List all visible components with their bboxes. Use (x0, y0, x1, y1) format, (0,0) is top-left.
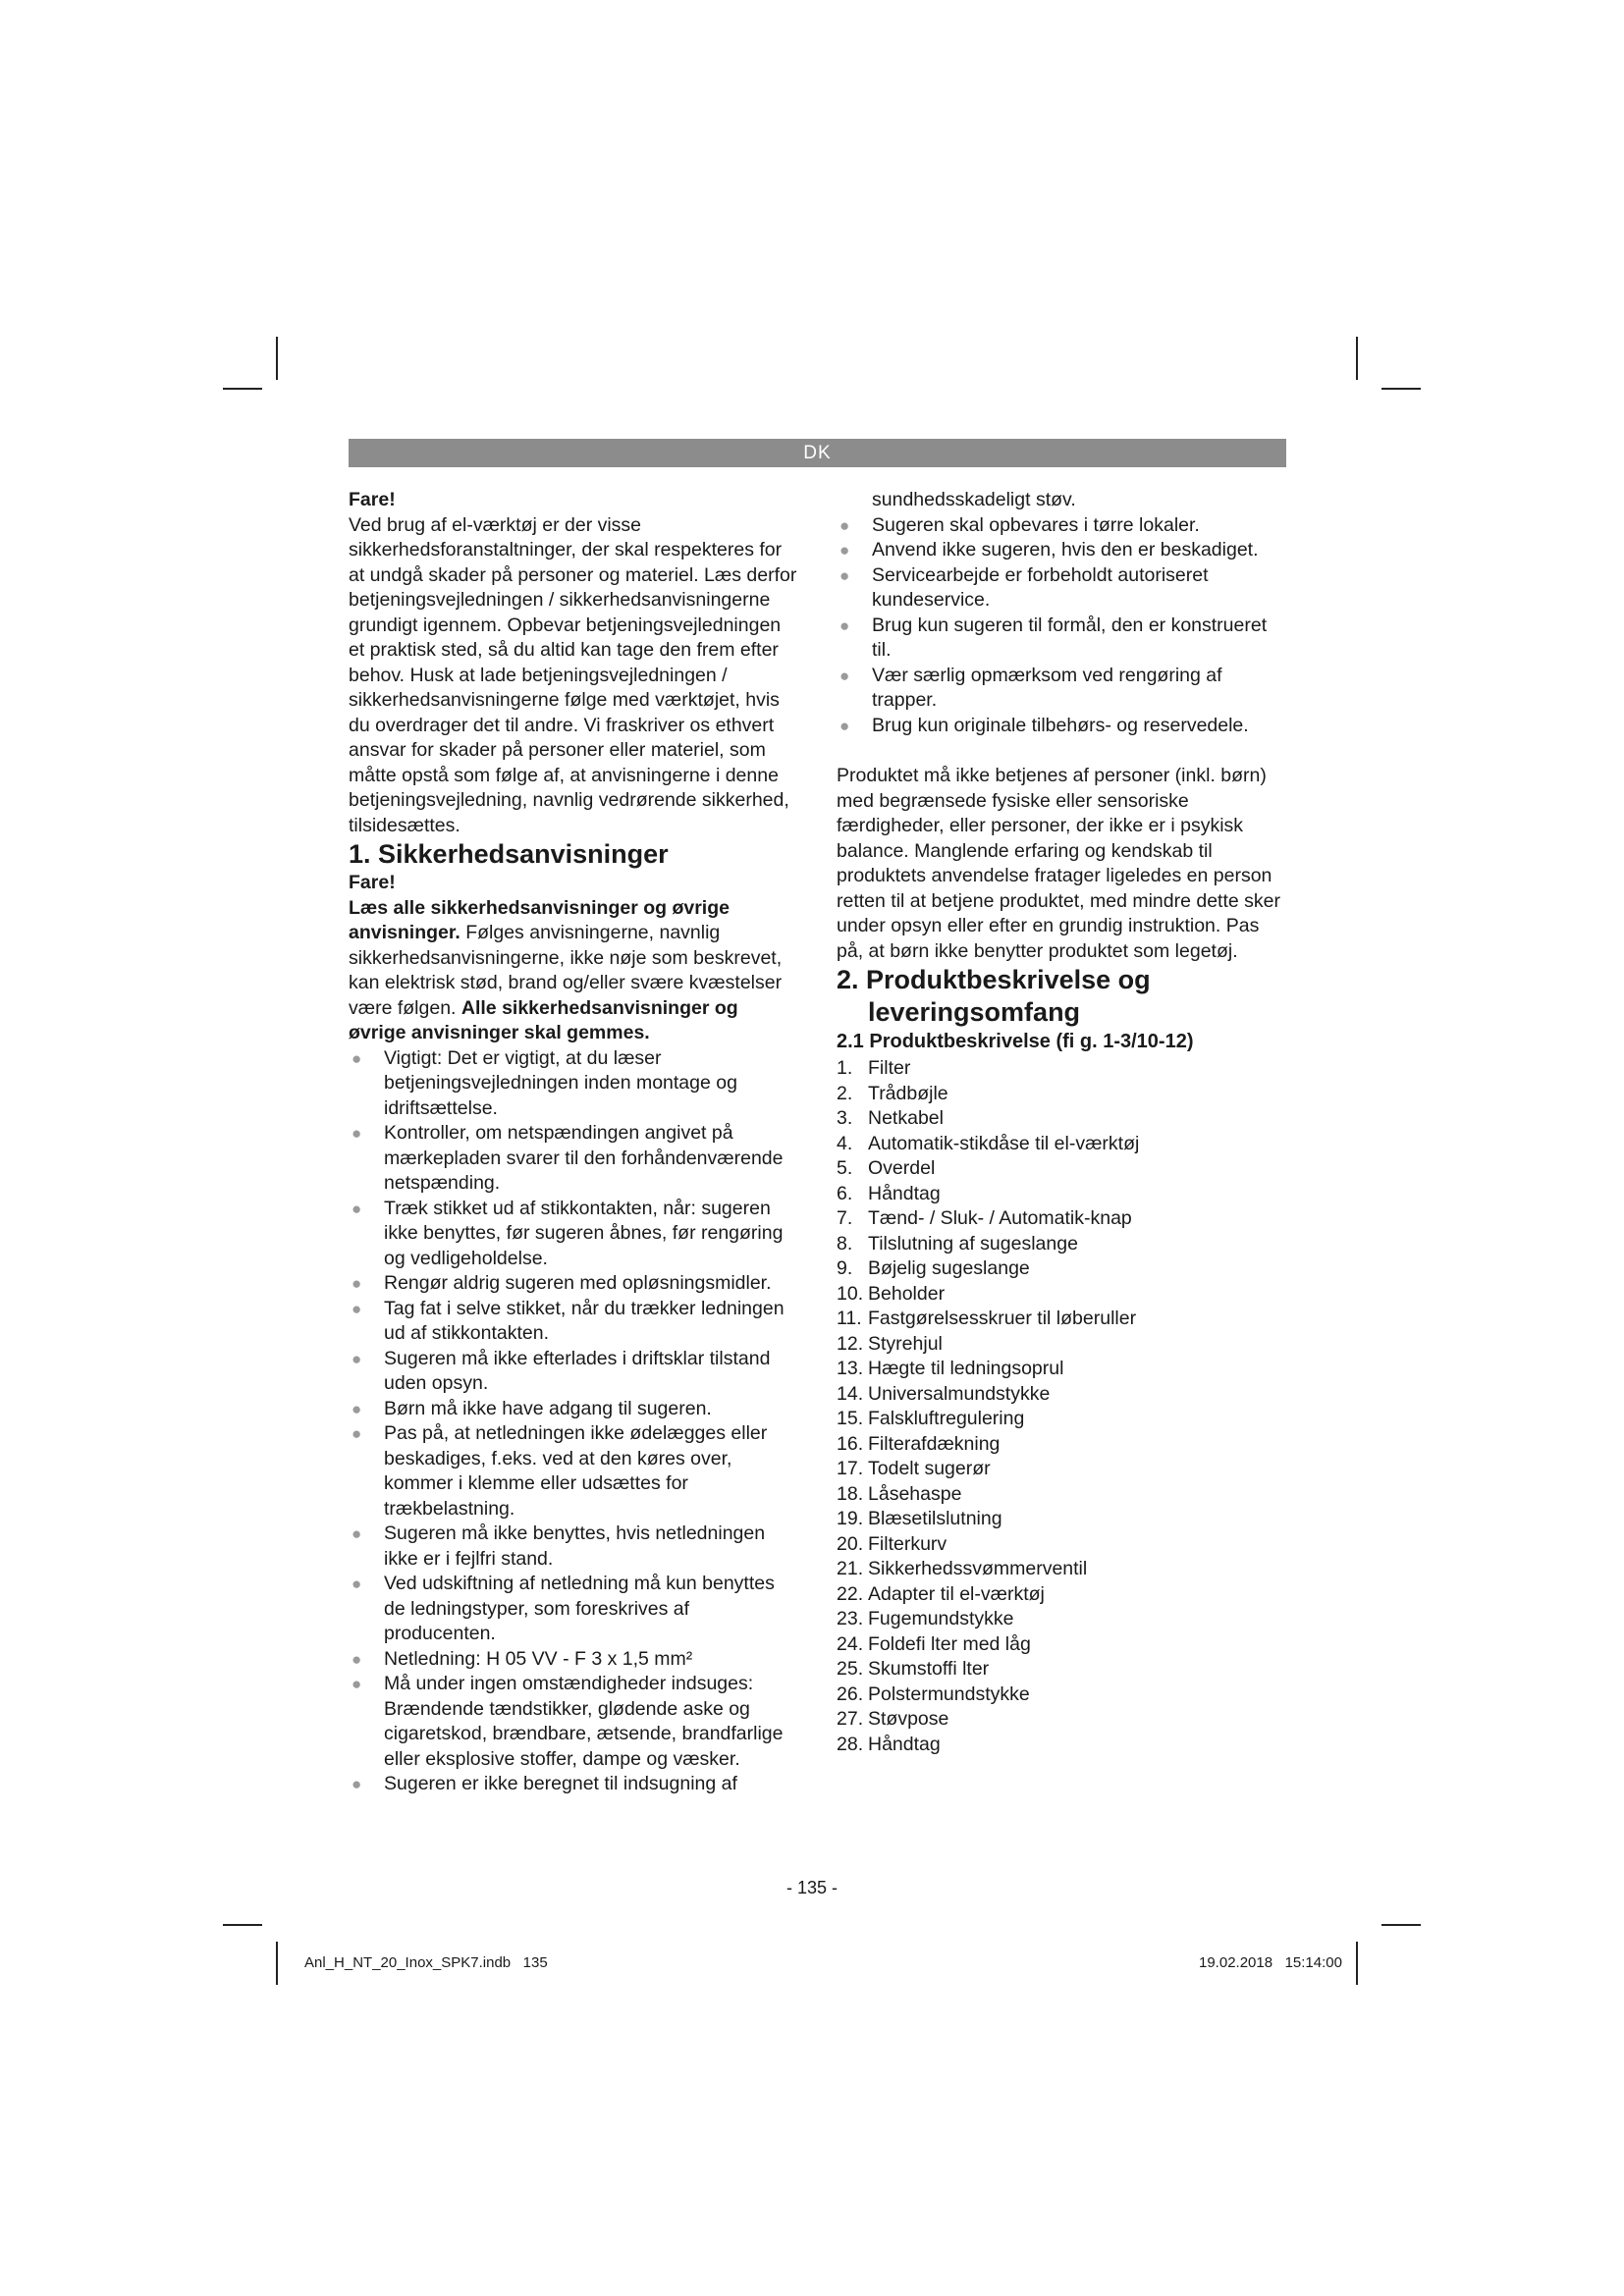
print-timestamp: 19.02.2018 15:14:00 (1199, 1954, 1342, 1971)
bullet-icon: ● (839, 565, 850, 585)
part-number: 18. (837, 1482, 864, 1505)
part-number: 1. (837, 1057, 853, 1079)
safety-bullet-list-continued (837, 513, 1288, 739)
list-item (837, 1457, 1288, 1482)
part-label: Hægte til ledningsoprul (868, 1358, 1064, 1379)
list-item: ● Må under ingen omstændigheder indsuges: Brændende tændstikker, glødende aske og cigaretskod, brændbare, ætsende, brandfarlige eller eksplosive stoffer, dampe og væsker. (352, 1673, 784, 1770)
crop-mark (276, 1942, 278, 1985)
list-item (837, 1382, 1288, 1408)
part-number: 28. (837, 1733, 864, 1755)
bullet-icon: ● (352, 1048, 362, 1068)
list-item (837, 1256, 1288, 1282)
part-label: Automatik-stikdåse til el-værktøj (868, 1132, 1140, 1154)
bullet-icon: ● (352, 1274, 362, 1293)
list-item (837, 1332, 1288, 1358)
part-number: 6. (837, 1182, 853, 1204)
list-item (837, 1357, 1288, 1382)
crop-mark (1356, 1942, 1358, 1985)
crop-mark (1356, 337, 1358, 380)
list-item (837, 1632, 1288, 1658)
list-item: ● Sugeren er ikke beregnet til indsugning af (349, 1772, 800, 1797)
part-label: Fastgørelsesskruer til løberuller (868, 1308, 1137, 1329)
intro-text: Ved brug af el-værktøj er der visse sikkerhedsforanstaltninger, der skal respekteres for at undgå skader på personer og materiel. Læs derfor betjeningsvejledningen / sikkerhedsanvisningerne grundigt igennem. Opbevar betjeningsvejledningen et praktisk sted, så du altid kan tage den frem efter behov. Husk at lade betjeningsvejledningen / sikkerhedsanvisningerne følge med værktøjet, hvis du overdrager det til andre. Vi fraskriver os ethvert ansvar for skader på personer eller materiel, som måtte opstå som følge af, at anvisningerne i denne betjeningsvejledning, navnlig vedrørende sikkerhed, tilsidesættes. (349, 513, 797, 836)
crop-mark (223, 388, 262, 390)
bullet-icon: ● (352, 1299, 362, 1318)
part-number: 23. (837, 1608, 864, 1629)
list-item (837, 1082, 1288, 1107)
list-item: ● Børn må ikke have adgang til sugeren. (349, 1397, 800, 1422)
part-number: 21. (837, 1558, 864, 1579)
warning-bold-lead: Læs alle sikkerhedsanvisninger og øvrige anvisninger. (349, 896, 730, 943)
part-number: 5. (837, 1157, 853, 1179)
bullet-icon: ● (352, 1199, 362, 1218)
part-number: 11. (837, 1308, 862, 1329)
bullet-icon: ● (352, 1775, 362, 1793)
part-label: Netkabel (868, 1107, 944, 1129)
part-label: Filter (868, 1057, 911, 1079)
warning-paragraph (349, 896, 800, 1046)
list-item (837, 1106, 1288, 1132)
part-label: Universalmundstykke (868, 1382, 1051, 1405)
part-label: Bøjelig sugeslange (868, 1257, 1030, 1279)
list-item: ● Sugeren skal opbevares i tørre lokaler. (837, 513, 1288, 539)
bullet-icon: ● (839, 666, 850, 685)
list-item: ● Servicearbejde er forbeholdt autoriseret kundeservice. (839, 563, 1209, 611)
part-label: Beholder (868, 1282, 946, 1305)
list-item (837, 1282, 1288, 1308)
list-item (837, 1206, 1288, 1232)
file-info: Anl_H_NT_20_Inox_SPK7.indb 135 (304, 1954, 548, 1971)
left-column (349, 488, 800, 1797)
part-label: Sikkerhedssvømmerventil (868, 1558, 1088, 1579)
page-number: - 135 - (785, 1878, 839, 1897)
list-item: ● Tag fat i selve stikket, når du trækker ledningen ud af stikkontakten. (352, 1297, 785, 1344)
bullet-icon: ● (352, 1424, 362, 1443)
list-item (837, 1307, 1288, 1332)
part-label: Støvpose (868, 1708, 949, 1730)
list-item (837, 1507, 1288, 1532)
bullet-icon: ● (839, 515, 850, 535)
intro-title: Fare! (349, 489, 396, 510)
part-label: Foldefi lter med låg (868, 1632, 1031, 1655)
bullet-icon: ● (352, 1675, 362, 1693)
list-item (837, 1733, 1288, 1758)
list-item: ● Rengør aldrig sugeren med opløsningsmidler. (349, 1271, 800, 1297)
part-number: 13. (837, 1358, 864, 1379)
part-label: Polstermundstykke (868, 1682, 1030, 1705)
list-item (837, 1557, 1288, 1582)
part-label: Falskluftregulering (868, 1408, 1025, 1429)
list-item (837, 1132, 1288, 1157)
list-item (837, 1156, 1288, 1182)
part-number: 17. (837, 1458, 864, 1479)
list-item (837, 1482, 1288, 1508)
part-number: 24. (837, 1632, 864, 1655)
warning-text: Følges anvisningerne, navnlig sikkerhedsanvisningerne, ikke nøje som beskrevet, kan elektrisk stød, brand og/eller svære kvæstelser være følgen. (349, 922, 783, 1019)
part-number: 8. (837, 1232, 853, 1255)
list-item: ● Vær særlig opmærksom ved rengøring af trapper. (839, 664, 1222, 711)
list-item: ● Træk stikket ud af stikkontakten, når: sugeren ikke benyttes, før sugeren åbnes, før rengøring og vedligeholdelse. (352, 1197, 784, 1269)
part-number: 3. (837, 1107, 853, 1129)
list-item (837, 1056, 1288, 1082)
part-number: 4. (837, 1132, 853, 1154)
bullet-icon: ● (352, 1649, 362, 1669)
language-header: DK (349, 439, 1286, 467)
part-label: Skumstoffi lter (868, 1658, 990, 1680)
subsection-2-1-title: 2.1 Produktbeskrivelse (fi g. 1-3/10-12) (837, 1031, 1194, 1052)
part-number: 25. (837, 1658, 864, 1680)
part-number: 10. (837, 1282, 864, 1305)
part-label: Håndtag (868, 1182, 941, 1204)
part-label: Todelt sugerør (868, 1458, 991, 1479)
part-label: Styrehjul (868, 1332, 943, 1355)
parts-list (837, 1056, 1288, 1757)
list-item (837, 1657, 1288, 1682)
right-column (837, 488, 1288, 1757)
list-item: ● Sugeren må ikke benyttes, hvis netledningen ikke er i fejlfri stand. (352, 1522, 766, 1570)
section-1-title: 1. Sikkerhedsanvisninger (349, 839, 669, 869)
list-item (837, 1607, 1288, 1632)
list-item: ● Vigtigt: Det er vigtigt, at du læser betjeningsvejledningen inden montage og idriftsættelse. (352, 1046, 737, 1119)
crop-mark (1381, 1924, 1421, 1926)
part-label: Trådbøjle (868, 1082, 948, 1104)
list-item (837, 1532, 1288, 1558)
crop-mark (1381, 388, 1421, 390)
section-2-title: 2. Produktbeskrivelse og leveringsomfang (837, 965, 1151, 1027)
list-item: ● Ved udskiftning af netledning må kun benyttes de ledningstyper, som foreskrives af producenten. (352, 1573, 775, 1644)
part-label: Fugemundstykke (868, 1608, 1014, 1629)
part-number: 26. (837, 1682, 864, 1705)
user-restriction-paragraph: Produktet må ikke betjenes af personer (inkl. børn) med begrænsede fysiske eller sensoriske færdigheder, eller personer, der ikke er i psykisk balance. Manglende erfaring og kendskab til produktets anvendelse fratager ligeledes en person retten til at betjene produktet, med mindre dette sker under opsyn eller efter en grundig instruktion. Pas på, at børn ikke benytter produktet som legetøj. (837, 765, 1280, 962)
list-item (837, 1232, 1288, 1257)
part-number: 27. (837, 1708, 864, 1730)
list-item (837, 1682, 1288, 1708)
list-item: ● Kontroller, om netspændingen angivet på mærkepladen svarer til den forhåndenværende netspænding. (352, 1122, 784, 1194)
part-number: 9. (837, 1257, 853, 1279)
list-item: ● Anvend ikke sugeren, hvis den er beskadiget. (837, 538, 1288, 563)
bullet-icon: ● (352, 1399, 362, 1418)
list-item (837, 1432, 1288, 1458)
list-item: ● Brug kun originale tilbehørs- og reservedele. (837, 714, 1288, 739)
warning-bold-tail: Alle sikkerhedsanvisninger og øvrige anvisninger skal gemmes. (349, 996, 738, 1043)
bullet-icon: ● (839, 716, 850, 735)
part-number: 16. (837, 1432, 864, 1455)
part-number: 15. (837, 1408, 864, 1429)
part-number: 19. (837, 1508, 864, 1529)
bullet-icon: ● (352, 1349, 362, 1368)
crop-mark (223, 1924, 262, 1926)
part-label: Låsehaspe (868, 1482, 962, 1505)
list-item (837, 1407, 1288, 1432)
list-item: ● Brug kun sugeren til formål, den er konstrueret til. (839, 614, 1268, 661)
crop-mark (276, 337, 278, 380)
bullet-icon: ● (352, 1524, 362, 1543)
bullet-icon: ● (839, 541, 850, 560)
list-item: ● Pas på, at netledningen ikke ødelægges eller beskadiges, f.eks. ved at den køres over, kommer i klemme eller udsættes for trækbelastning. (352, 1422, 768, 1520)
continuation-text: sundhedsskadeligt støv. (872, 489, 1076, 510)
warning-title: Fare! (349, 872, 396, 893)
list-item: ● Sugeren må ikke efterlades i driftsklar tilstand uden opsyn. (352, 1347, 771, 1394)
part-label: Filterkurv (868, 1532, 947, 1555)
part-label: Tænd- / Sluk- / Automatik-knap (868, 1207, 1132, 1229)
part-number: 14. (837, 1382, 864, 1405)
list-item: ● Netledning: H 05 VV - F 3 x 1,5 mm² (349, 1647, 800, 1673)
list-item (837, 1707, 1288, 1733)
part-label: Håndtag (868, 1733, 941, 1755)
part-number: 12. (837, 1332, 864, 1355)
list-item (837, 1582, 1288, 1608)
part-label: Overdel (868, 1157, 936, 1179)
part-number: 2. (837, 1082, 853, 1104)
bullet-icon: ● (839, 615, 850, 635)
bullet-icon: ● (352, 1124, 362, 1143)
part-label: Adapter til el-værktøj (868, 1582, 1045, 1605)
part-label: Tilslutning af sugeslange (868, 1232, 1078, 1255)
part-label: Blæsetilslutning (868, 1508, 1002, 1529)
safety-bullet-list (349, 1046, 800, 1797)
part-label: Filterafdækning (868, 1432, 1001, 1455)
list-item (837, 1182, 1288, 1207)
part-number: 22. (837, 1582, 864, 1605)
part-number: 20. (837, 1532, 864, 1555)
bullet-icon: ● (352, 1575, 362, 1593)
part-number: 7. (837, 1207, 853, 1229)
